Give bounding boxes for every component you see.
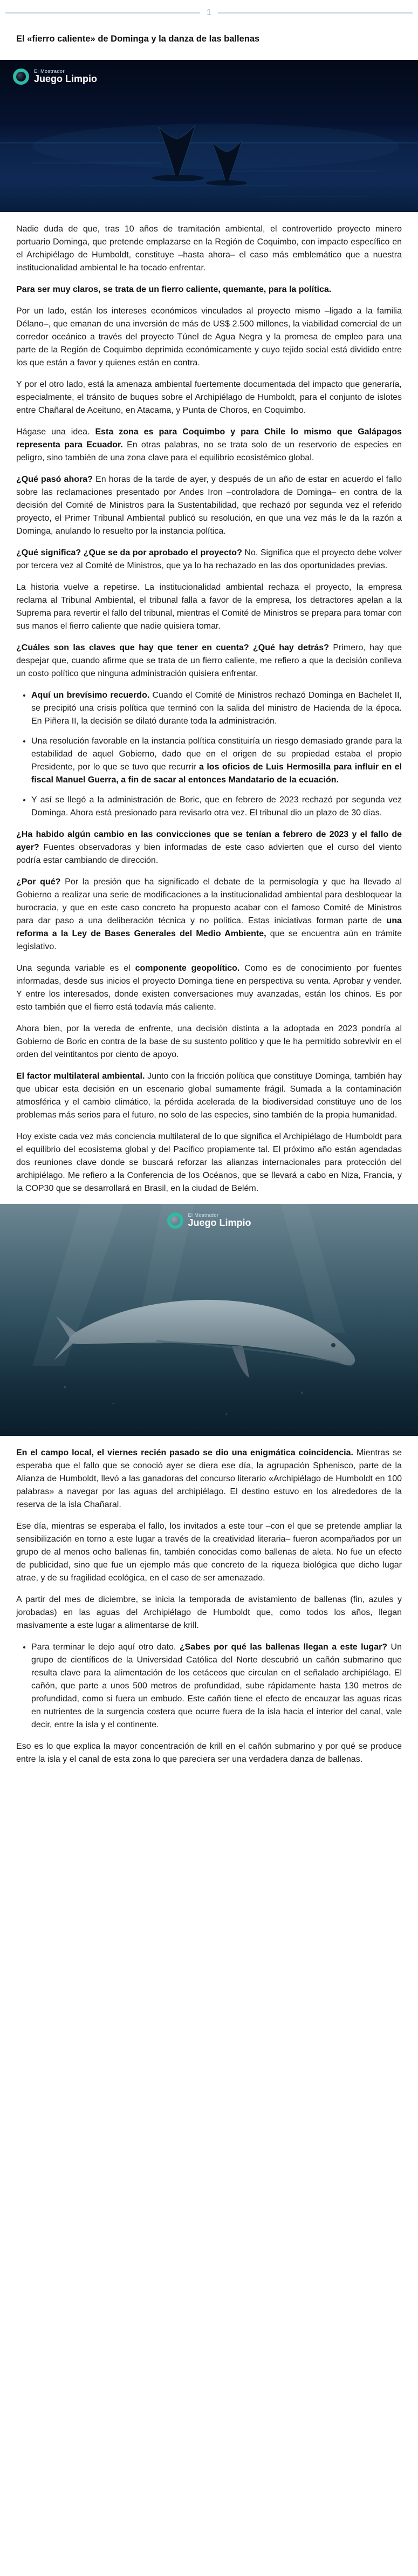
bold-text: ¿Qué pasó ahora?: [16, 475, 93, 485]
brand-logo: [167, 1212, 251, 1229]
fin-whale-illustration: [0, 1204, 418, 1436]
body-text: Y por el otro lado, está la amenaza ambiental fuertemente documentada del impacto que generaría, especialmente, el tránsito de buques sobre el Archipiélago de Humboldt, para el conjunto de islotes entre Chañaral de Aceituno, en Atacama, y Punta de Choros, en Coquimbo.: [16, 380, 402, 415]
body-text: Hoy existe cada vez más conciencia multilateral de lo que significa el Archipiélago de Humboldt para el equilibrio del ecosistema global y del Pacífico propiamente tal. El próximo año están agendadas dos reuniones clave donde se buscará reforzar las alianzas internacionales para protección del archipiélago. Me refiero a la Conferencia de los Océanos, que se llevará a cabo en Niza, Francia, y la COP30 que se desarrollará en Brasil, en la ciudad de Belém.: [16, 1132, 402, 1194]
body-text: Una resolución favorable en la instancia política constituiría un riesgo demasiado grande para la estabilidad de aquel Gobierno, dado que en el origen de su propiedad estaba el propio Presidente, por lo que se tuvo que recurrir: [31, 737, 402, 772]
hero-image-whale-underwater: [0, 1204, 418, 1436]
paragraph: [16, 426, 402, 465]
paragraph: [16, 305, 402, 370]
brand-circle-icon: [167, 1212, 183, 1229]
paragraph: [16, 473, 402, 538]
brand-small-label: El Mostrador: [34, 68, 65, 74]
body-text: La historia vuelve a repetirse. La institucionalidad ambiental rechaza el proyecto, la empresa reclama al Tribunal Ambiental, el tribunal falla a favor de la empresa, los detractores apelan a la Suprema para revertir el fallo del tribunal, mientras el Comité de Ministros se prepara para tomar con sus manos el fierro caliente que nadie quisiera tomar.: [16, 583, 402, 631]
body-text: Una segunda variable es el: [16, 964, 135, 973]
body-text: En otras palabras, no se trata solo de un reservorio de especies en peligro, sino también de una zona clave para el equilibrio ecosistémico global.: [16, 440, 402, 463]
body-text: Cuando el Comité de Ministros rechazó Dominga en Bachelet II, se precipitó una crisis política que terminó con la salida del ministro de Hacienda de la época. En Piñera II, la decisión se dilató durante toda la administración.: [31, 691, 402, 726]
bullet-item: [31, 1641, 402, 1732]
bold-text: En el campo local, el viernes recién pasado se dio una enigmática coincidencia.: [16, 1448, 353, 1458]
brand-text: [34, 69, 97, 85]
article-title: El «fierro caliente» de Dominga y la danza de las ballenas: [16, 34, 260, 44]
bold-text: componente geopolítico.: [135, 964, 240, 973]
bold-text: una reforma a la Ley de Bases Generales del Medio Ambiente,: [16, 916, 402, 939]
bold-text: ¿Ha habido algún cambio en las convicciones que se tenían a febrero de 2023 y el fallo de ayer?: [16, 830, 402, 853]
paragraph: [16, 378, 402, 417]
article-body-part-1: [0, 223, 418, 1195]
bold-text: Aquí un brevísimo recuerdo.: [31, 691, 150, 700]
body-text: Ese día, mientras se esperaba el fallo, los invitados a este tour –con el que se pretende ampliar la sensibilización en torno a este lugar a través de la creatividad literaria– fueron acompañados por un grupo de al menos ocho ballenas fin, también conocidas como ballenas de aleta. No fue un efecto de publicidad, sino que fue un ejemplo más que concreto de la riqueza biológica que dicho lugar atrae, y de su fragilidad ecológica, en el caso de ser amenazado.: [16, 1522, 402, 1583]
article-body-part-2: [0, 1447, 418, 1766]
bold-text: ¿Qué significa? ¿Que se da por aprobado el proyecto?: [16, 548, 242, 558]
paragraph: [16, 1130, 402, 1195]
paragraph: [16, 581, 402, 633]
brand-logo: [13, 69, 97, 85]
paragraph: [16, 962, 402, 1014]
bold-text: El factor multilateral ambiental.: [16, 1072, 145, 1081]
brand-small-label: El Mostrador: [188, 1212, 219, 1218]
paragraph: [16, 642, 402, 680]
body-text: Nadie duda de que, tras 10 años de tramitación ambiental, el controvertido proyecto minero portuario Dominga, que pretende emplazarse en la Región de Coquimbo, con impacto específico en el Archipiélago de Humboldt, constituye –hasta ahora– el caso más emblemático que a nuestra institucionalidad ambiental le ha tocado enfrentar.: [16, 224, 402, 273]
divider-line-left: [5, 12, 200, 13]
bold-text: ¿Cuáles son las claves que hay que tener en cuenta? ¿Qué hay detrás?: [16, 643, 329, 653]
paragraph: [16, 876, 402, 953]
body-text: Por un lado, están los intereses económicos vinculados al proyecto mismo –ligado a la familia Délano–, que emanan de una inversión de más de US$ 2.500 millones, la viabilidad comercial de un corredor oceánico a través del proyecto Túnel de Agua Negra y la promesa de empleo para una parte de la Región de Coquimbo deprimida económicamente y cuyo tejido social está dividido entre los que están a favor y quienes están en contra.: [16, 306, 402, 368]
paragraph: [16, 547, 402, 573]
bold-text: Para ser muy claros, se trata de un fierro caliente, quemante, para la política.: [16, 285, 332, 295]
body-text: Ahora bien, por la vereda de enfrente, una decisión distinta a la adoptada en 2023 pondría al Gobierno de Boric en contra de la base de su sustento político y que le ha permitido sobrevivir en el orden del veintitantos por ciento de apoyo.: [16, 1024, 402, 1060]
brand-text: [188, 1213, 251, 1229]
body-text: En horas de la tarde de ayer, y después de un año de estar en acuerdo el fallo sobre las reclamaciones presentado por Andes Iron –controladora de Dominga– en contra de la decisión del Comité de Ministros para la Sustentabilidad, que rechazó por segunda vez el referido proyecto, el Primer Tribunal Ambiental publicó su resolución, en que una vez más le da la razón a Dominga, anulando lo resuelto por la instancia política.: [16, 475, 402, 536]
body-text: Como es de conocimiento por fuentes informadas, desde sus inicios el proyecto Dominga tiene en perspectiva su venta. Aprobar y vender. Y entre los interesados, donde existen conversaciones muy avanzadas, están los chinos. Es por esto también que el fierro está todavía más caliente.: [16, 964, 402, 1012]
body-text: Y así se llegó a la administración de Boric, que en febrero de 2023 rechazó por segunda vez Dominga. Ahora está presionado para revisarlo otra vez. El tribunal dio un plazo de 30 días.: [31, 795, 402, 818]
bold-text: Esta zona es para Coquimbo y para Chile lo mismo que Galápagos representa para Ecuador.: [16, 427, 402, 450]
page-number-divider: [0, 0, 418, 22]
body-text: A partir del mes de diciembre, se inicia la temporada de avistamiento de ballenas (fin, azules y jorobadas) en las aguas del Archipiélago de Humboldt que, como todos los años, llegan masivamente a este lugar a alimentarse de krill.: [16, 1595, 402, 1631]
body-text: No. Significa que el proyecto debe volver por tercera vez al Comité de Ministros, que ya lo ha rechazado en las dos oportunidades previas.: [16, 548, 402, 571]
paragraph: [16, 1593, 402, 1632]
divider-line-right: [218, 12, 413, 13]
bullet-list: [16, 1641, 402, 1732]
body-text: Primero, hay que despejar que, cuando afirme que se trata de un fierro caliente, me refiero a que la decisión conlleva un costo político que ninguna administración quisiera enfrentar.: [16, 643, 402, 679]
paragraph: [16, 1520, 402, 1585]
bold-text: ¿Sabes por qué las ballenas llegan a este lugar?: [179, 1643, 388, 1652]
brand-name: Juego Limpio: [188, 1217, 251, 1229]
paragraph: [16, 828, 402, 867]
paragraph: [16, 1740, 402, 1766]
brand-name: Juego Limpio: [34, 73, 97, 85]
bullet-item: [31, 689, 402, 728]
paragraph: [16, 1070, 402, 1122]
body-text: que se encuentra aún en trámite legislativo.: [16, 929, 402, 952]
paragraph: [16, 1447, 402, 1511]
page-number: 1: [207, 8, 211, 17]
body-text: Mientras se esperaba que el fallo que se conoció ayer se diera ese día, la agrupación Sphenisco, parte de la Alianza de Humboldt, llevó a las ganadoras del concurso literario «Archipiélago de Humboldt en 100 palabras» a navegar por las aguas del archipiélago. El destino estuvo en los alrededores de la reserva de la isla Chañaral.: [16, 1448, 402, 1510]
body-text: Fuentes observadoras y bien informadas de este caso advierten que el curso del viento podría estar cambiando de dirección.: [16, 843, 402, 866]
bold-text: ¿Por qué?: [16, 877, 61, 887]
bullet-item: [31, 735, 402, 787]
hero-image-whale-tails: [0, 60, 418, 212]
bold-text: a los oficios de Luis Hermosilla para influir en el fiscal Manuel Guerra, a fin de sacar al entonces Mandatario de la ecuación.: [31, 762, 402, 785]
body-text: Eso es lo que explica la mayor concentración de krill en el cañón submarino y por qué se produce entre la isla y el canal de esta zona lo que pareciera ser una verdadera danza de ballenas.: [16, 1742, 402, 1764]
body-text: Junto con la fricción política que constituye Dominga, también hay que ubicar esta decisión en un escenario global sumamente frágil. Sumada a la contaminación atmosférica y el cambio climático, la pérdida acelerada de la biodiversidad constituye uno de los problemas más serios para el futuro, no solo de las especies, sino también de la propia humanidad.: [16, 1072, 402, 1120]
body-text: Por la presión que ha significado el debate de la permisología y que ha llevado al Gobierno a realizar una serie de modificaciones a la institucionalidad ambiental para desbloquear la burocracia, y que en este caso concreto ha propuesto acabar con el famoso Comité de Ministros para dar paso a una deliberación técnica y no política. Estas iniciativas forman parte de: [16, 877, 402, 926]
body-text: Un grupo de científicos de la Universidad Católica del Norte descubrió un cañón submarino que resulta clave para la alimentación de los cetáceos que circulan en el señalado archipiélago. El cañón, que parte a unos 500 metros de profundidad, sube rápidamente hasta 130 metros de profundidad, como si fuera un embudo. Este cañón tiene el efecto de encauzar las aguas ricas en nutrientes de la surgencia costera que ocurre fuera de la isla hacia el interior del canal, vale decir, entre la isla y el continente.: [31, 1643, 402, 1730]
body-text: Para terminar le dejo aquí otro dato.: [31, 1643, 180, 1652]
brand-circle-icon: [13, 69, 29, 85]
bullet-item: [31, 794, 402, 820]
bullet-list: [16, 689, 402, 820]
paragraph: [16, 283, 402, 296]
paragraph: [16, 223, 402, 275]
paragraph: [16, 1023, 402, 1061]
body-text: Hágase una idea.: [16, 427, 95, 437]
